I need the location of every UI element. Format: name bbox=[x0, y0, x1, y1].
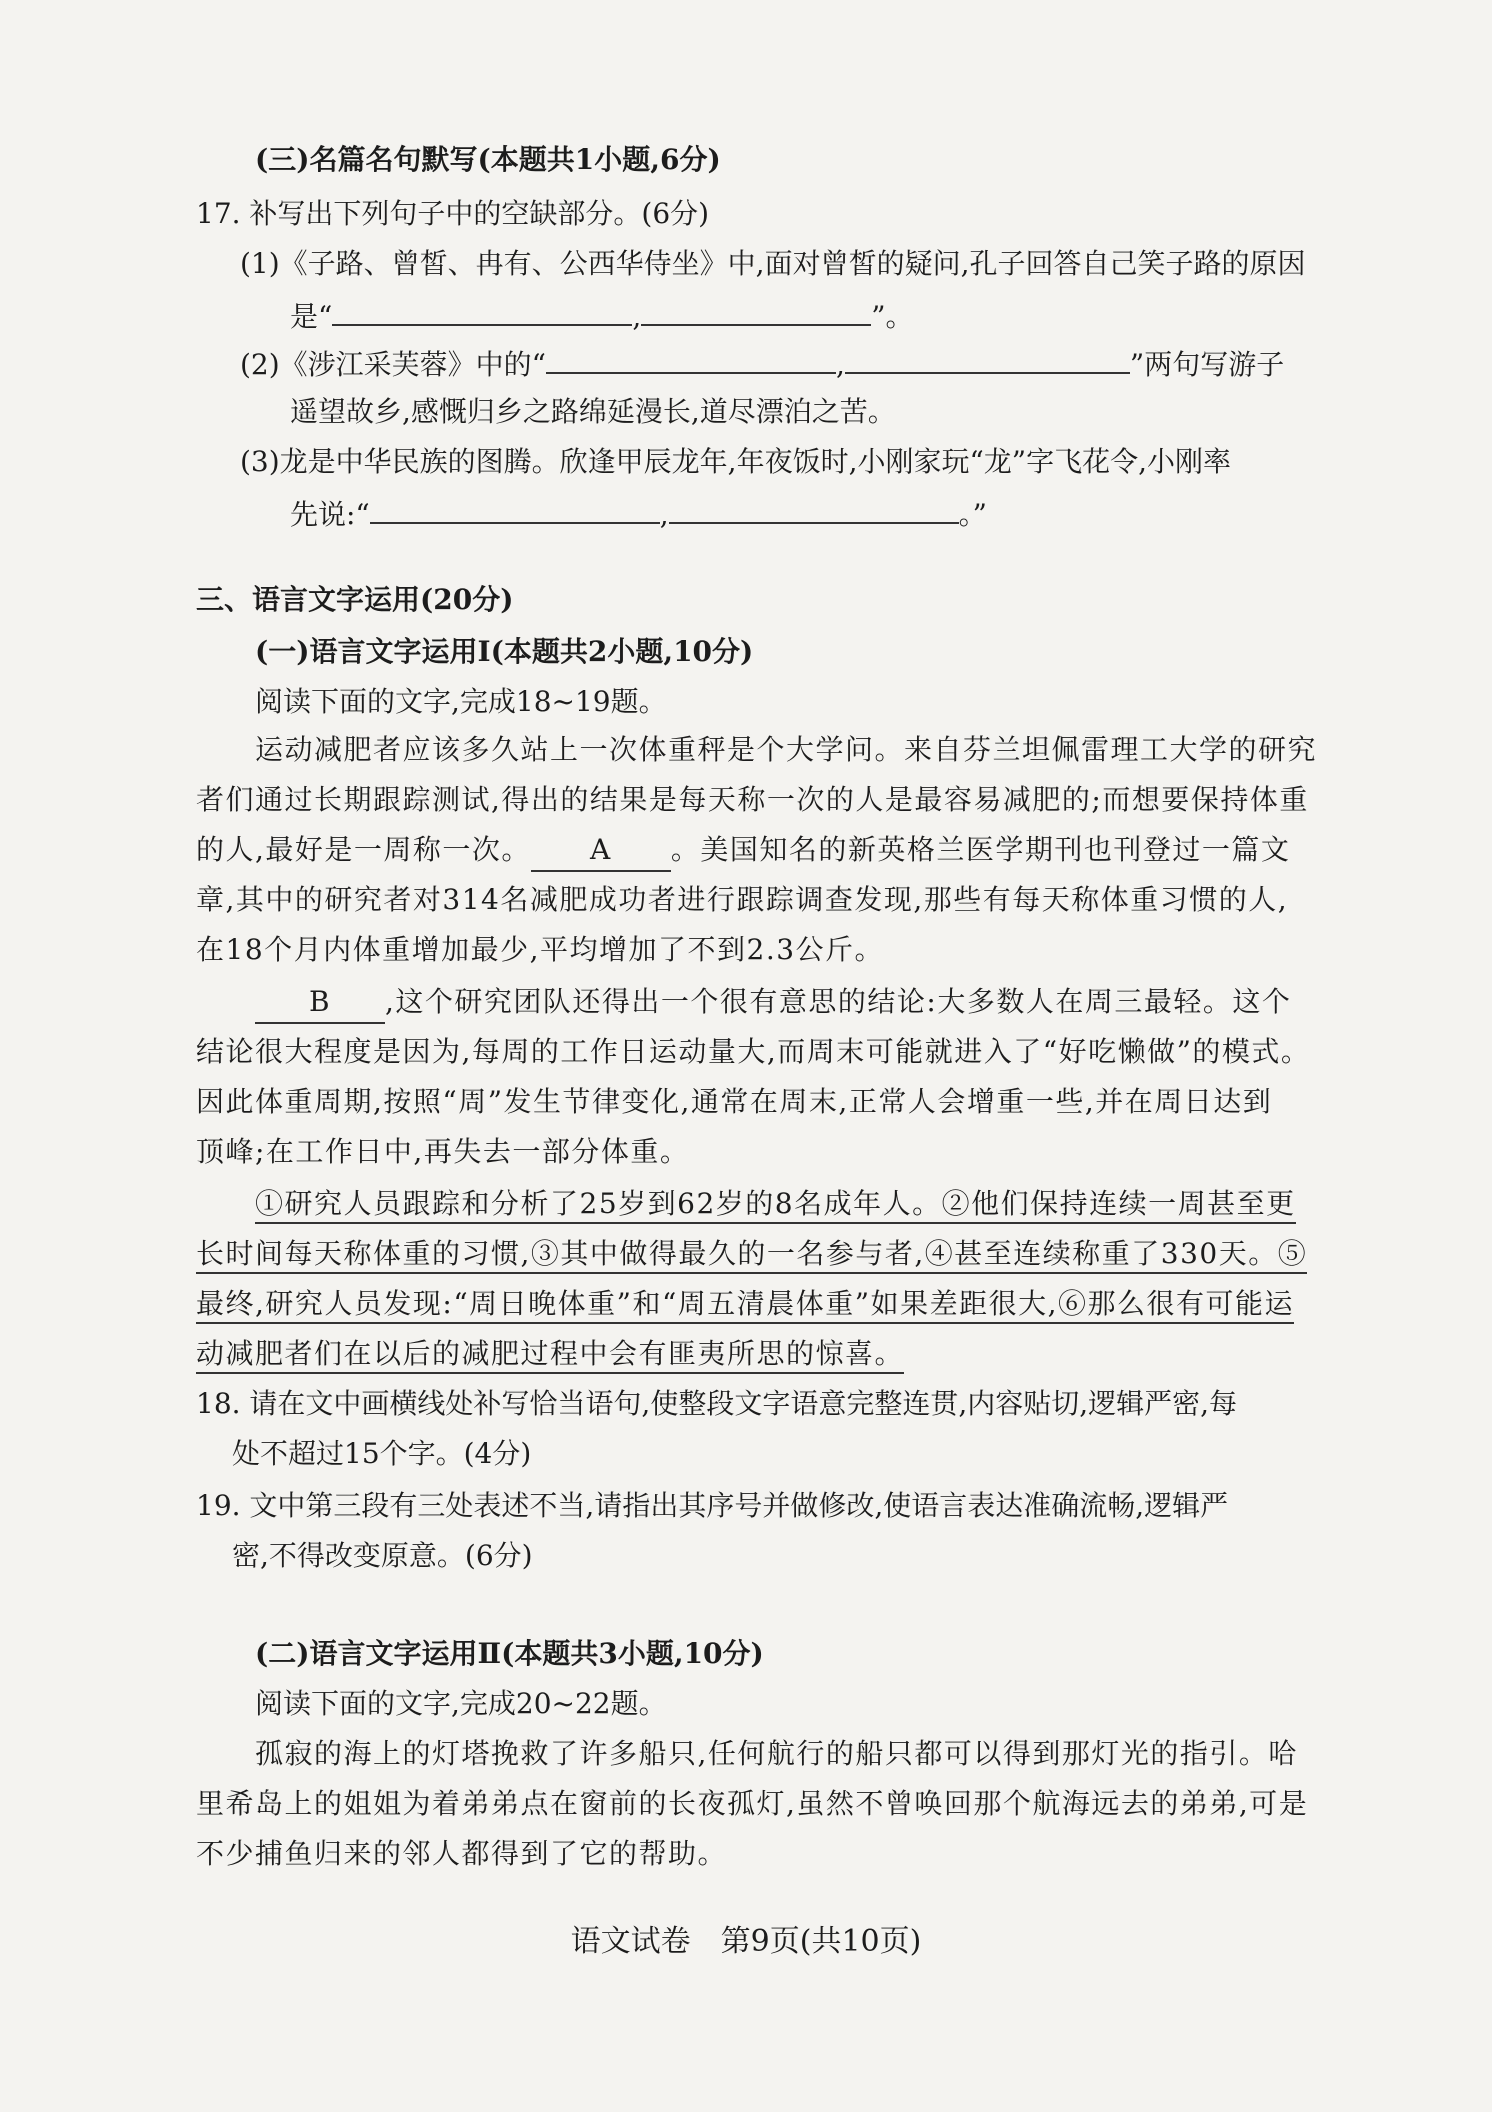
passage-4-line: 里希岛上的姐姐为着弟弟点在窗前的长夜孤灯,虽然不曾唤回那个航海远去的弟弟,可是 bbox=[196, 1787, 1309, 1820]
subsection-2-heading: (二)语言文字运用Ⅱ(本题共3小题,10分) bbox=[255, 1637, 764, 1670]
answer-blank[interactable] bbox=[332, 294, 632, 326]
passage-2-line: 因此体重周期,按照“周”发生节律变化,通常在周末,正常人会增重一些,并在周日达到 bbox=[196, 1085, 1273, 1118]
question-17-item-2 bbox=[240, 342, 1284, 385]
item-2-prefix: (2)《涉江采芙蓉》中的“ bbox=[240, 348, 546, 381]
passage-1-line: 章,其中的研究者对314名减肥成功者进行跟踪调查发现,那些有每天称体重习惯的人, bbox=[196, 883, 1289, 916]
answer-blank[interactable] bbox=[669, 492, 959, 524]
passage-4-line: 孤寂的海上的灯塔挽救了许多船只,任何航行的船只都可以得到那灯光的指引。哈 bbox=[255, 1737, 1298, 1770]
passage-1-line: 运动减肥者应该多久站上一次体重秤是个大学问。来自芬兰坦佩雷理工大学的研究 bbox=[255, 733, 1318, 766]
section-heading-poetry: (三)名篇名句默写(本题共1小题,6分) bbox=[255, 143, 721, 176]
passage-1-line: 在18个月内体重增加最少,平均增加了不到2.3公斤。 bbox=[196, 933, 885, 966]
item-1-prefix: 是“ bbox=[290, 300, 333, 333]
item-2-separator: , bbox=[835, 348, 845, 381]
question-17-item-2-line-2: 遥望故乡,感慨归乡之路绵延漫长,道尽漂泊之苦。 bbox=[290, 395, 896, 428]
blank-a[interactable]: A bbox=[531, 830, 671, 872]
underlined-text: 动减肥者们在以后的减肥过程中会有匪夷所思的惊喜。 bbox=[196, 1337, 904, 1374]
subsection-1-instruction: 阅读下面的文字,完成18~19题。 bbox=[255, 685, 667, 718]
answer-blank[interactable] bbox=[370, 492, 660, 524]
underlined-text: 最终,研究人员发现:“周日晚体重”和“周五清晨体重”如果差距很大,⑥那么很有可能运 bbox=[196, 1287, 1294, 1324]
underlined-text: 长时间每天称体重的习惯,③其中做得最久的一名参与者,④甚至连续称重了330天。⑤ bbox=[196, 1237, 1307, 1274]
question-17-item-3-blanks bbox=[290, 492, 987, 535]
passage-3-line bbox=[196, 1234, 1307, 1274]
item-1-separator: , bbox=[632, 300, 642, 333]
passage-3-line bbox=[196, 1334, 904, 1374]
answer-blank[interactable] bbox=[641, 294, 871, 326]
part-3-heading: 三、语言文字运用(20分) bbox=[196, 583, 514, 616]
passage-1-line bbox=[196, 830, 1290, 872]
passage-2-line: 结论很大程度是因为,每周的工作日运动量大,而周末可能就进入了“好吃懒做”的模式。 bbox=[196, 1035, 1311, 1068]
question-19-line-2: 密,不得改变原意。(6分) bbox=[232, 1539, 533, 1572]
subsection-1-heading: (一)语言文字运用Ⅰ(本题共2小题,10分) bbox=[255, 635, 754, 668]
item-3-prefix: 先说:“ bbox=[290, 498, 370, 531]
passage-text: ,这个研究团队还得出一个很有意思的结论:大多数人在周三最轻。这个 bbox=[385, 985, 1292, 1018]
passage-2-line bbox=[255, 982, 1291, 1024]
question-18-line-2: 处不超过15个字。(4分) bbox=[232, 1437, 532, 1470]
passage-4-line: 不少捕鱼归来的邻人都得到了它的帮助。 bbox=[196, 1837, 728, 1870]
question-19: 19. 文中第三段有三处表述不当,请指出其序号并做修改,使语言表达准确流畅,逻辑严 bbox=[196, 1489, 1229, 1522]
item-3-separator: , bbox=[659, 498, 669, 531]
passage-text: 的人,最好是一周称一次。 bbox=[196, 833, 531, 866]
item-1-suffix: ”。 bbox=[871, 300, 914, 333]
passage-text: 。美国知名的新英格兰医学期刊也刊登过一篇文 bbox=[670, 833, 1291, 866]
question-17-item-3: (3)龙是中华民族的图腾。欣逢甲辰龙年,年夜饭时,小刚家玩“龙”字飞花令,小刚率 bbox=[240, 445, 1231, 478]
question-18: 18. 请在文中画横线处补写恰当语句,使整段文字语意完整连贯,内容贴切,逻辑严密,每 bbox=[196, 1387, 1238, 1420]
question-17-item-1: (1)《子路、曾皙、冉有、公西华侍坐》中,面对曾皙的疑问,孔子回答自己笑子路的原因 bbox=[240, 247, 1306, 280]
passage-3-line bbox=[255, 1184, 1296, 1224]
passage-1-line: 者们通过长期跟踪测试,得出的结果是每天称一次的人是最容易减肥的;而想要保持体重 bbox=[196, 783, 1309, 816]
question-17-stem: 17. 补写出下列句子中的空缺部分。(6分) bbox=[196, 197, 710, 230]
blank-b[interactable]: B bbox=[255, 982, 385, 1024]
page-footer: 语文试卷 第9页(共10页) bbox=[570, 1924, 922, 1959]
item-3-suffix: 。” bbox=[958, 498, 987, 531]
passage-3-line bbox=[196, 1284, 1294, 1324]
answer-blank[interactable] bbox=[546, 342, 836, 374]
question-17-item-1-blanks bbox=[290, 294, 914, 337]
subsection-2-instruction: 阅读下面的文字,完成20~22题。 bbox=[255, 1687, 667, 1720]
item-2-suffix: ”两句写游子 bbox=[1129, 348, 1285, 381]
passage-2-line: 顶峰;在工作日中,再失去一部分体重。 bbox=[196, 1135, 690, 1168]
answer-blank[interactable] bbox=[845, 342, 1130, 374]
underlined-text: ①研究人员跟踪和分析了25岁到62岁的8名成年人。②他们保持连续一周甚至更 bbox=[255, 1187, 1296, 1224]
